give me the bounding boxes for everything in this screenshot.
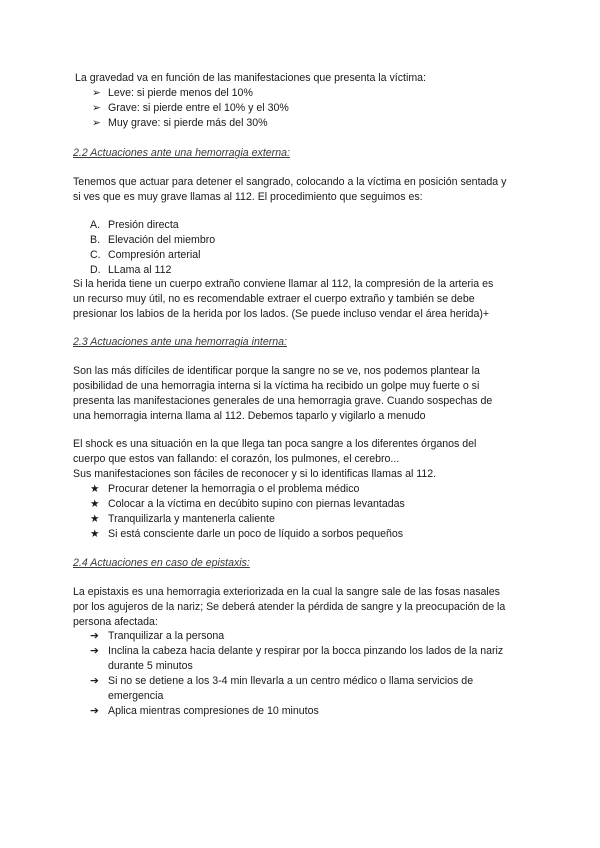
paragraph: La epistaxis es una hemorragia exteriorizada en la cual la sangre sale de las fosas nasales por los agujeros de la nariz; Se deberá atender la pérdida de sangre y la preocupación de la persona afectada: — [73, 586, 506, 628]
star-bullet-icon: ★ — [90, 498, 100, 510]
list-item-continuation: durante 5 minutos — [108, 660, 193, 672]
star-bullet-icon: ★ — [90, 483, 100, 495]
arrow-bullet-icon: ➔ — [90, 645, 99, 657]
paragraph: Si la herida tiene un cuerpo extraño conviene llamar al 112, la compresión de la arteria es un recurso muy útil, no es recomendable extraer el cuerpo extraño y también se debe presionar los labios de la herida por los lados. (Se puede incluso vendar el área herida)+ — [73, 278, 494, 320]
star-bullet-icon: ★ — [90, 528, 100, 540]
list-item: ★ Tranquilizarla y mantenerla caliente — [90, 513, 275, 525]
list-item: ★ Colocar a la víctima en decúbito supino con piernas levantadas — [90, 498, 405, 510]
list-item-continuation: emergencia — [108, 690, 164, 702]
list-item: B. Elevación del miembro — [90, 234, 216, 246]
list-item: ★ Si está consciente darle un poco de líquido a sorbos pequeños — [90, 528, 404, 540]
intro-text: La gravedad va en función de las manifestaciones que presenta la víctima: — [75, 72, 426, 84]
section-heading-2-3: 2.3 Actuaciones ante una hemorragia interna: — [73, 336, 287, 348]
list-item: C. Compresión arterial — [90, 249, 201, 261]
paragraph: El shock es una situación en la que llega tan poca sangre a los diferentes órganos del cuerpo que estos van fallando: el corazón, los pulmones, el cerebro... Sus manifestaciones son fáciles de reconocer y si lo identificas llamas al 112. — [73, 438, 477, 480]
list-item: ➔ Si no se detiene a los 3-4 min llevarla a un centro médico o llama servicios de — [90, 675, 474, 687]
arrowhead-bullet-icon: ➢ — [92, 117, 101, 129]
list-item: ➢ Leve: si pierde menos del 10% — [92, 87, 253, 99]
paragraph: Son las más difíciles de identificar porque la sangre no se ve, nos podemos plantear la posibilidad de una hemorragia interna si la víctima ha recibido un golpe muy fuerte o si presenta las manifestaciones generales de una hemorragia grave. Cuando sospechas de una hemorragia interna llama al 112. Debemos taparlo y vigilarlo a menudo — [73, 365, 493, 422]
paragraph: Tenemos que actuar para detener el sangrado, colocando a la víctima en posición sentada y si ves que es muy grave llamas al 112. El procedimiento que seguimos es: — [73, 176, 507, 203]
arrow-bullet-icon: ➔ — [90, 705, 99, 717]
arrow-bullet-icon: ➔ — [90, 675, 99, 687]
section-heading-2-4: 2.4 Actuaciones en caso de epistaxis: — [73, 557, 250, 569]
list-item: D. LLama al 112 — [90, 264, 172, 276]
list-item: ➔ Inclina la cabeza hacia delante y respirar por la bocca pinzando los lados de la nariz — [90, 645, 504, 657]
list-item: ➢ Muy grave: si pierde más del 30% — [92, 117, 268, 129]
list-item: ➔ Tranquilizar a la persona — [90, 630, 225, 642]
star-bullet-icon: ★ — [90, 513, 100, 525]
arrowhead-bullet-icon: ➢ — [92, 87, 101, 99]
arrowhead-bullet-icon: ➢ — [92, 102, 101, 114]
arrow-bullet-icon: ➔ — [90, 630, 99, 642]
list-item: ➢ Grave: si pierde entre el 10% y el 30% — [92, 102, 289, 114]
list-item: A. Presión directa — [90, 219, 179, 231]
section-heading-2-2: 2.2 Actuaciones ante una hemorragia externa: — [73, 147, 290, 159]
list-item: ★ Procurar detener la hemorragia o el problema médico — [90, 483, 360, 495]
list-item: ➔ Aplica mientras compresiones de 10 minutos — [90, 705, 319, 717]
